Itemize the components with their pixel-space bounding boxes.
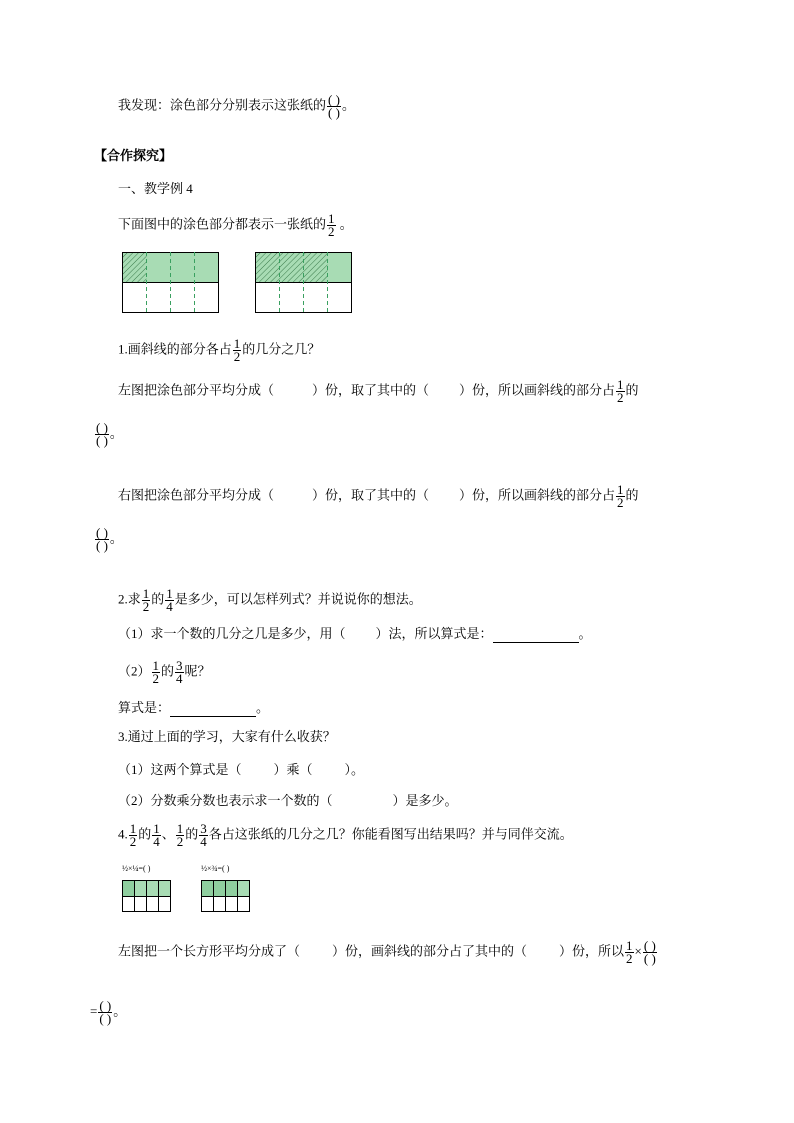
discover-text: 我发现：涂色部分分别表示这张纸的 [118,97,327,113]
half-fraction: $\frac{1}{2}$ [233,336,241,364]
small-right-figure [201,880,251,913]
right-figure-answer: $\frac{( )}{( )}$ 。 [96,525,123,553]
half-fraction: $\frac{1}{2}$ [152,658,160,686]
half-fraction: $\frac{1}{2}$ [617,377,624,405]
answer-fraction[interactable]: $\frac{( )}{( )}$ [99,998,112,1026]
q3-2-line: （2）分数乘分数也表示求一个数的（ ）是多少。 [118,793,458,808]
discover-fraction: $\frac{( )}{( )}$ [328,92,340,120]
formula-blank[interactable] [493,626,579,643]
left-figure-sentence: 左图把涂色部分平均分成（ ）份，取了其中的（ ）份，所以画斜线的部分占 $\frac{1}{2}$ 的 [118,377,639,405]
left-paper-figure [122,252,220,314]
discover-line: 我发现：涂色部分分别表示这张纸的 $\frac{( )}{( )}$ 。 [118,92,355,120]
q3-1-line: （1）这两个算式是（ ）乘（ ）。 [118,762,365,777]
section-title: 【合作探究】 [94,148,173,163]
three-quarters-fraction: $\frac{3}{4}$ [176,658,183,686]
conclusion-result: = $\frac{( )}{( )}$ 。 [90,998,127,1026]
answer-fraction[interactable]: $\frac{( )}{( )}$ [643,938,656,966]
half-fraction: $\frac{1}{2}$ [617,482,624,510]
q2-2-line: （2） $\frac{1}{2}$ 的 $\frac{3}{4}$ 呢？ [118,658,211,686]
small-left-figure [122,880,172,913]
right-figure-sentence: 右图把涂色部分平均分成（ ）份，取了其中的（ ）份，所以画斜线的部分占 $\frac{1}{2}$ 的 [118,482,639,510]
small-right-label: ½×¾=( ) [201,864,230,873]
formula-line: 算式是： 。 [118,700,270,715]
answer-fraction[interactable]: $\frac{( )}{( )}$ [96,525,108,553]
q4-line: 4. $\frac{1}{2}$ 的 $\frac{1}{4}$ 、 $\frac{1}{2}$ 的 $\frac{3}{4}$ 各占这张纸的几分之几？你能看图写出结果吗？并与同伴交流。 [118,821,573,849]
small-left-label: ½×¼=( ) [122,864,151,873]
intro-line: 下面图中的涂色部分都表示一张纸的 $\frac{1}{2}$ 。 [118,211,353,239]
formula-blank[interactable] [170,700,256,717]
quarter-fraction: $\frac{1}{4}$ [166,586,173,614]
answer-fraction[interactable]: $\frac{( )}{( )}$ [96,420,108,448]
q3-line: 3.通过上面的学习，大家有什么收获？ [118,729,336,744]
half-fraction: $\frac{1}{2}$ [142,586,150,614]
q1-line: 1.画斜线的部分各占 $\frac{1}{2}$ 的几分之几？ [118,336,321,364]
half-fraction: $\frac{1}{2}$ [328,211,335,239]
conclusion-line: 左图把一个长方形平均分成了（ ）份，画斜线的部分占了其中的（ ）份，所以 $\frac{1}{2}$ × $\frac{( )}{( )}$ [118,938,656,966]
right-paper-figure [255,252,353,314]
left-figure-answer: $\frac{( )}{( )}$ 。 [96,420,123,448]
part1-title: 一、教学例 4 [118,181,193,196]
q2-line: 2.求 $\frac{1}{2}$ 的 $\frac{1}{4}$ 是多少，可以怎样列式？并说说你的想法。 [118,586,422,614]
q2-1-line: （1）求一个数的几分之几是多少，用（ ）法，所以算式是： 。 [118,626,592,641]
